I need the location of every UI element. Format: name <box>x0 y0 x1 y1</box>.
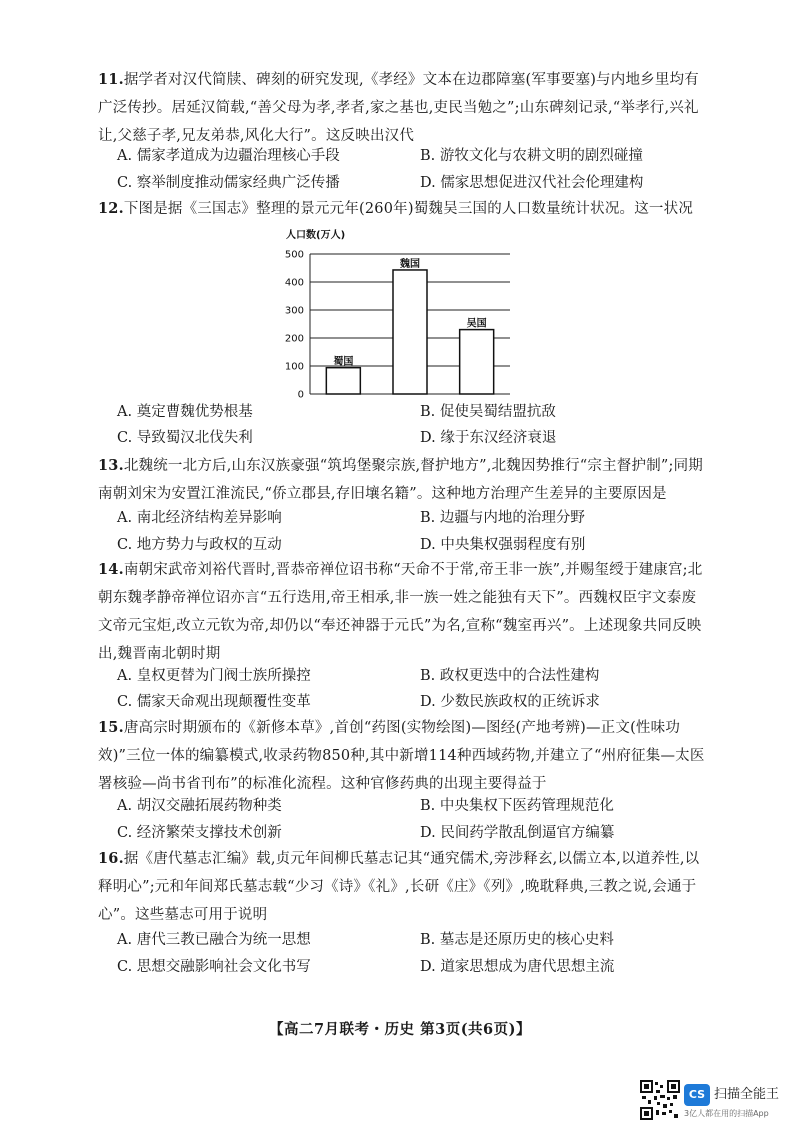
option-text: 政权更迭中的合法性建构 <box>439 668 600 684</box>
option-c: C. 地方势力与政权的互动 <box>117 537 282 553</box>
y-tick-label: 500 <box>284 249 304 261</box>
cs-logo-icon: CS <box>684 1084 710 1106</box>
question-number: 16. <box>98 850 124 867</box>
option-b: B. 促使吴蜀结盟抗敌 <box>420 404 556 420</box>
option-c: C. 思想交融影响社会文化书写 <box>117 959 311 975</box>
option-d: D. 道家思想成为唐代思想主流 <box>420 959 615 975</box>
question-14-stem <box>98 556 708 668</box>
option-text: 胡汉交融拓展药物种类 <box>136 798 282 814</box>
option-a: A. 儒家孝道成为边疆治理核心手段 <box>117 148 340 164</box>
option-text: 奠定曹魏优势根基 <box>136 404 253 420</box>
scanner-app-name: 扫描全能王 <box>714 1087 780 1102</box>
option-b: B. 边疆与内地的治理分野 <box>420 510 585 526</box>
option-c: C. 经济繁荣支撑技术创新 <box>117 825 282 841</box>
option-a: A. 皇权更替为门阀士族所操控 <box>117 668 311 684</box>
option-text: 导致蜀汉北伐失利 <box>136 430 253 446</box>
question-number: 14. <box>98 561 124 578</box>
scanner-watermark <box>638 1080 798 1126</box>
option-text: 缘于东汉经济衰退 <box>440 430 557 446</box>
question-number: 12. <box>98 200 124 217</box>
option-text: 儒家思想促进汉代社会伦理建构 <box>440 175 644 191</box>
option-text: 道家思想成为唐代思想主流 <box>440 959 615 975</box>
scanner-app-slogan: 3亿人都在用的扫描App <box>684 1109 769 1118</box>
option-text: 唐代三教已融合为统一思想 <box>136 932 311 948</box>
option-d: D. 缘于东汉经济衰退 <box>420 430 557 446</box>
bar <box>326 368 360 394</box>
option-text: 皇权更替为门阀士族所操控 <box>136 668 311 684</box>
y-tick-label: 200 <box>284 333 304 345</box>
bar-category-label: 吴国 <box>466 318 487 330</box>
question-16-stem <box>98 845 708 929</box>
y-tick-label: 300 <box>284 305 304 317</box>
question-text: 据《唐代墓志汇编》载,贞元年间柳氏墓志记其“通究儒术,旁涉释玄,以儒立本,以道养性,以释明心”;元和年间郑氏墓志载“少习《诗》《礼》,长研《庄》《列》,晚耽释典,三教之说,会通于心”。这些墓志可用于说明 <box>98 851 700 923</box>
question-number: 13. <box>98 457 124 474</box>
option-a: A. 唐代三教已融合为统一思想 <box>117 932 311 948</box>
option-text: 地方势力与政权的互动 <box>136 537 282 553</box>
option-text: 儒家天命观出现颠覆性变革 <box>136 694 311 710</box>
qr-code-icon <box>640 1080 680 1120</box>
bar-category-label: 蜀国 <box>333 356 354 368</box>
option-text: 边疆与内地的治理分野 <box>439 510 585 526</box>
option-a: A. 南北经济结构差异影响 <box>117 510 282 526</box>
bar-category-label: 魏国 <box>400 258 420 270</box>
question-11-stem <box>98 66 708 150</box>
chart-svg <box>258 226 528 398</box>
option-c: C. 儒家天命观出现颠覆性变革 <box>117 694 311 710</box>
option-d: D. 中央集权强弱程度有别 <box>420 537 586 553</box>
question-number: 11. <box>98 71 124 88</box>
option-text: 少数民族政权的正统诉求 <box>440 694 600 710</box>
question-text: 下图是据《三国志》整理的景元元年(260年)蜀魏吴三国的人口数量统计状况。这一状况 <box>123 201 694 217</box>
question-13-stem <box>98 452 708 508</box>
question-text: 唐高宗时期颁布的《新修本草》,首创“药图(实物绘图)—图经(产地考辨)—正文(性味功效)”三位一体的编纂模式,收录药物850种,其中新增114种西域药物,并建立了“州府征集—太医署核验—尚书省刊布”的标准化流程。这种官修药典的出现主要得益于 <box>98 720 705 792</box>
question-15-stem <box>98 714 708 798</box>
population-bar-chart <box>258 226 528 398</box>
option-b: B. 墓志是还原历史的核心史料 <box>420 932 614 948</box>
question-number: 15. <box>98 719 124 736</box>
option-text: 思想交融影响社会文化书写 <box>136 959 311 975</box>
y-axis-label: 人口数(万人) <box>286 230 346 241</box>
option-d: D. 民间药学散乱倒逼官方编纂 <box>420 825 615 841</box>
option-b: B. 中央集权下医药管理规范化 <box>420 798 614 814</box>
option-text: 促使吴蜀结盟抗敌 <box>439 404 556 420</box>
option-b: B. 政权更迭中的合法性建构 <box>420 668 600 684</box>
option-text: 民间药学散乱倒逼官方编纂 <box>440 825 615 841</box>
question-12-stem <box>98 195 708 223</box>
option-text: 中央集权强弱程度有别 <box>440 537 586 553</box>
option-a: A. 胡汉交融拓展药物种类 <box>117 798 282 814</box>
option-text: 南北经济结构差异影响 <box>136 510 282 526</box>
option-text: 中央集权下医药管理规范化 <box>439 798 614 814</box>
question-text: 北魏统一北方后,山东汉族豪强“筑坞堡聚宗族,督护地方”,北魏因势推行“宗主督护制”;同期南朝刘宋为安置江淮流民,“侨立郡县,存旧壤名籍”。这种地方治理产生差异的主要原因是 <box>98 458 703 502</box>
bar <box>393 270 427 394</box>
option-b: B. 游牧文化与农耕文明的剧烈碰撞 <box>420 148 643 164</box>
option-text: 察举制度推动儒家经典广泛传播 <box>136 175 340 191</box>
option-text: 经济繁荣支撑技术创新 <box>136 825 282 841</box>
option-a: A. 奠定曹魏优势根基 <box>117 404 253 420</box>
bar <box>460 330 494 394</box>
y-tick-label: 100 <box>284 361 304 373</box>
y-tick-label: 0 <box>297 389 304 398</box>
y-tick-label: 400 <box>284 277 304 289</box>
option-text: 墓志是还原历史的核心史料 <box>439 932 614 948</box>
option-text: 儒家孝道成为边疆治理核心手段 <box>136 148 340 164</box>
option-d: D. 儒家思想促进汉代社会伦理建构 <box>420 175 644 191</box>
page-footer: 【高二7月联考・历史 第3页(共6页)】 <box>268 1021 532 1038</box>
option-text: 游牧文化与农耕文明的剧烈碰撞 <box>439 148 643 164</box>
question-text: 据学者对汉代简牍、碑刻的研究发现,《孝经》文本在边郡障塞(军事要塞)与内地乡里均有广泛传抄。居延汉简载,“善父母为孝,孝者,家之基也,吏民当勉之”;山东碑刻记录,“举孝行,兴礼让,父慈子孝,兄友弟恭,风化大行”。这反映出汉代 <box>98 72 699 144</box>
question-text: 南朝宋武帝刘裕代晋时,晋恭帝禅位诏书称“天命不于常,帝王非一族”,并赐玺绶于建康宫;北朝东魏孝静帝禅位诏亦言“五行迭用,帝王相承,非一族一姓之能独有天下”。西魏权臣宇文泰废文帝元宝炬,改立元钦为帝,却仍以“奉还神器于元氏”为名,宣称“魏室再兴”。上述现象共同反映出,魏晋南北朝时期 <box>98 562 703 662</box>
option-d: D. 少数民族政权的正统诉求 <box>420 694 600 710</box>
option-c: C. 察举制度推动儒家经典广泛传播 <box>117 175 340 191</box>
option-c: C. 导致蜀汉北伐失利 <box>117 430 253 446</box>
